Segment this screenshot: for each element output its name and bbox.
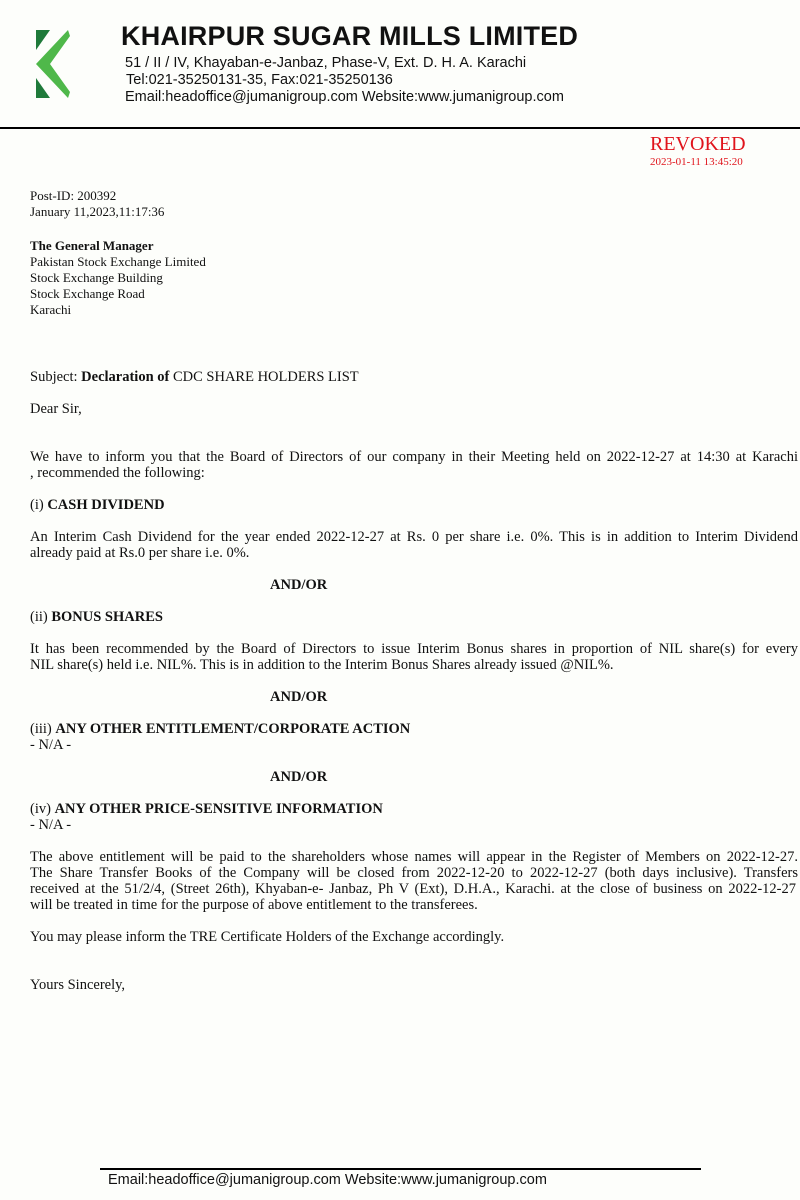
closing-text: The Share Transfer Books of the Company will be closed from 2022-12-20 to 2022-12-27 (both days inclusive). Transfers [30, 865, 798, 881]
and-or-separator: AND/OR [270, 689, 328, 705]
price-sensitive-value: - N/A - [30, 817, 72, 833]
company-address: 51 / II / IV, Khayaban-e-Janbaz, Phase-V, Ext. D. H. A. Karachi [125, 55, 527, 71]
section-title: BONUS SHARES [51, 609, 163, 625]
company-logo [34, 28, 72, 100]
subject-bold: Declaration of [81, 369, 170, 385]
intro-line: We have to inform you that the Board of Directors of our company in their Meeting held on 2022-12-27 at 14:30 at Karachi [30, 449, 798, 465]
bonus-shares-text: NIL share(s) held i.e. NIL%. This is in addition to the Interim Bonus Shares already issued @NIL%. [30, 657, 614, 673]
other-entitlement-value: - N/A - [30, 737, 72, 753]
post-id: Post-ID: 200392 [30, 188, 117, 203]
recipient-line: Pakistan Stock Exchange Limited [30, 254, 206, 269]
section-number: (i) [30, 497, 44, 513]
section-number: (iv) [30, 801, 51, 817]
bonus-shares-heading [30, 609, 163, 625]
section-title: ANY OTHER PRICE-SENSITIVE INFORMATION [54, 801, 383, 817]
other-entitlement-heading [30, 721, 410, 737]
and-or-separator: AND/OR [270, 769, 328, 785]
subject-text: CDC SHARE HOLDERS LIST [172, 369, 359, 385]
logo-top-mark [36, 30, 50, 50]
revoked-timestamp: 2023-01-11 13:45:20 [650, 156, 743, 168]
cash-dividend-heading [30, 497, 165, 513]
inform-text: You may please inform the TRE Certificate Holders of the Exchange accordingly. [30, 929, 505, 945]
recipient-line: Stock Exchange Road [30, 286, 145, 301]
subject-prefix: Subject: [30, 369, 78, 385]
salutation: Dear Sir, [30, 401, 82, 417]
intro-line: , recommended the following: [30, 465, 205, 481]
company-phone-fax: Tel:021-35250131-35, Fax:021-35250136 [126, 72, 393, 88]
closing-text: received at the 51/2/4, (Street 26th), Khyaban-e- Janbaz, Ph V (Ext), D.H.A., Karachi. at the close of business on 2022-12-27 [30, 881, 796, 897]
section-number: (iii) [30, 721, 52, 737]
cash-dividend-text: An Interim Cash Dividend for the year ended 2022-12-27 at Rs. 0 per share i.e. 0%. This is in addition to Interim Dividend [30, 529, 798, 545]
company-email-website: Email:headoffice@jumanigroup.com Website:www.jumanigroup.com [125, 89, 564, 105]
logo-bottom-mark [36, 78, 50, 98]
price-sensitive-heading [30, 801, 383, 817]
footer-divider [100, 1168, 701, 1170]
bonus-shares-text: It has been recommended by the Board of Directors to issue Interim Bonus shares in proportion of NIL share(s) for every [30, 641, 798, 657]
section-title: ANY OTHER ENTITLEMENT/CORPORATE ACTION [55, 721, 411, 737]
section-number: (ii) [30, 609, 48, 625]
recipient-line: Stock Exchange Building [30, 270, 163, 285]
company-name: KHAIRPUR SUGAR MILLS LIMITED [121, 21, 579, 51]
closing-text: will be treated in time for the purpose of above entitlement to the transferees. [30, 897, 478, 913]
footer-email-website: Email:headoffice@jumanigroup.com Website:www.jumanigroup.com [108, 1172, 547, 1188]
post-date: January 11,2023,11:17:36 [30, 204, 165, 219]
subject-line [30, 369, 359, 385]
section-title: CASH DIVIDEND [47, 497, 165, 513]
recipient-line: Karachi [30, 302, 72, 317]
closing-text: The above entitlement will be paid to the shareholders whose names will appear in the Register of Members on 2022-12-27. [30, 849, 798, 865]
recipient-title: The General Manager [30, 238, 154, 253]
header-divider [0, 127, 800, 129]
signoff: Yours Sincerely, [30, 977, 126, 993]
cash-dividend-text: already paid at Rs.0 per share i.e. 0%. [30, 545, 250, 561]
revoked-status: REVOKED [650, 133, 746, 155]
and-or-separator: AND/OR [270, 577, 328, 593]
